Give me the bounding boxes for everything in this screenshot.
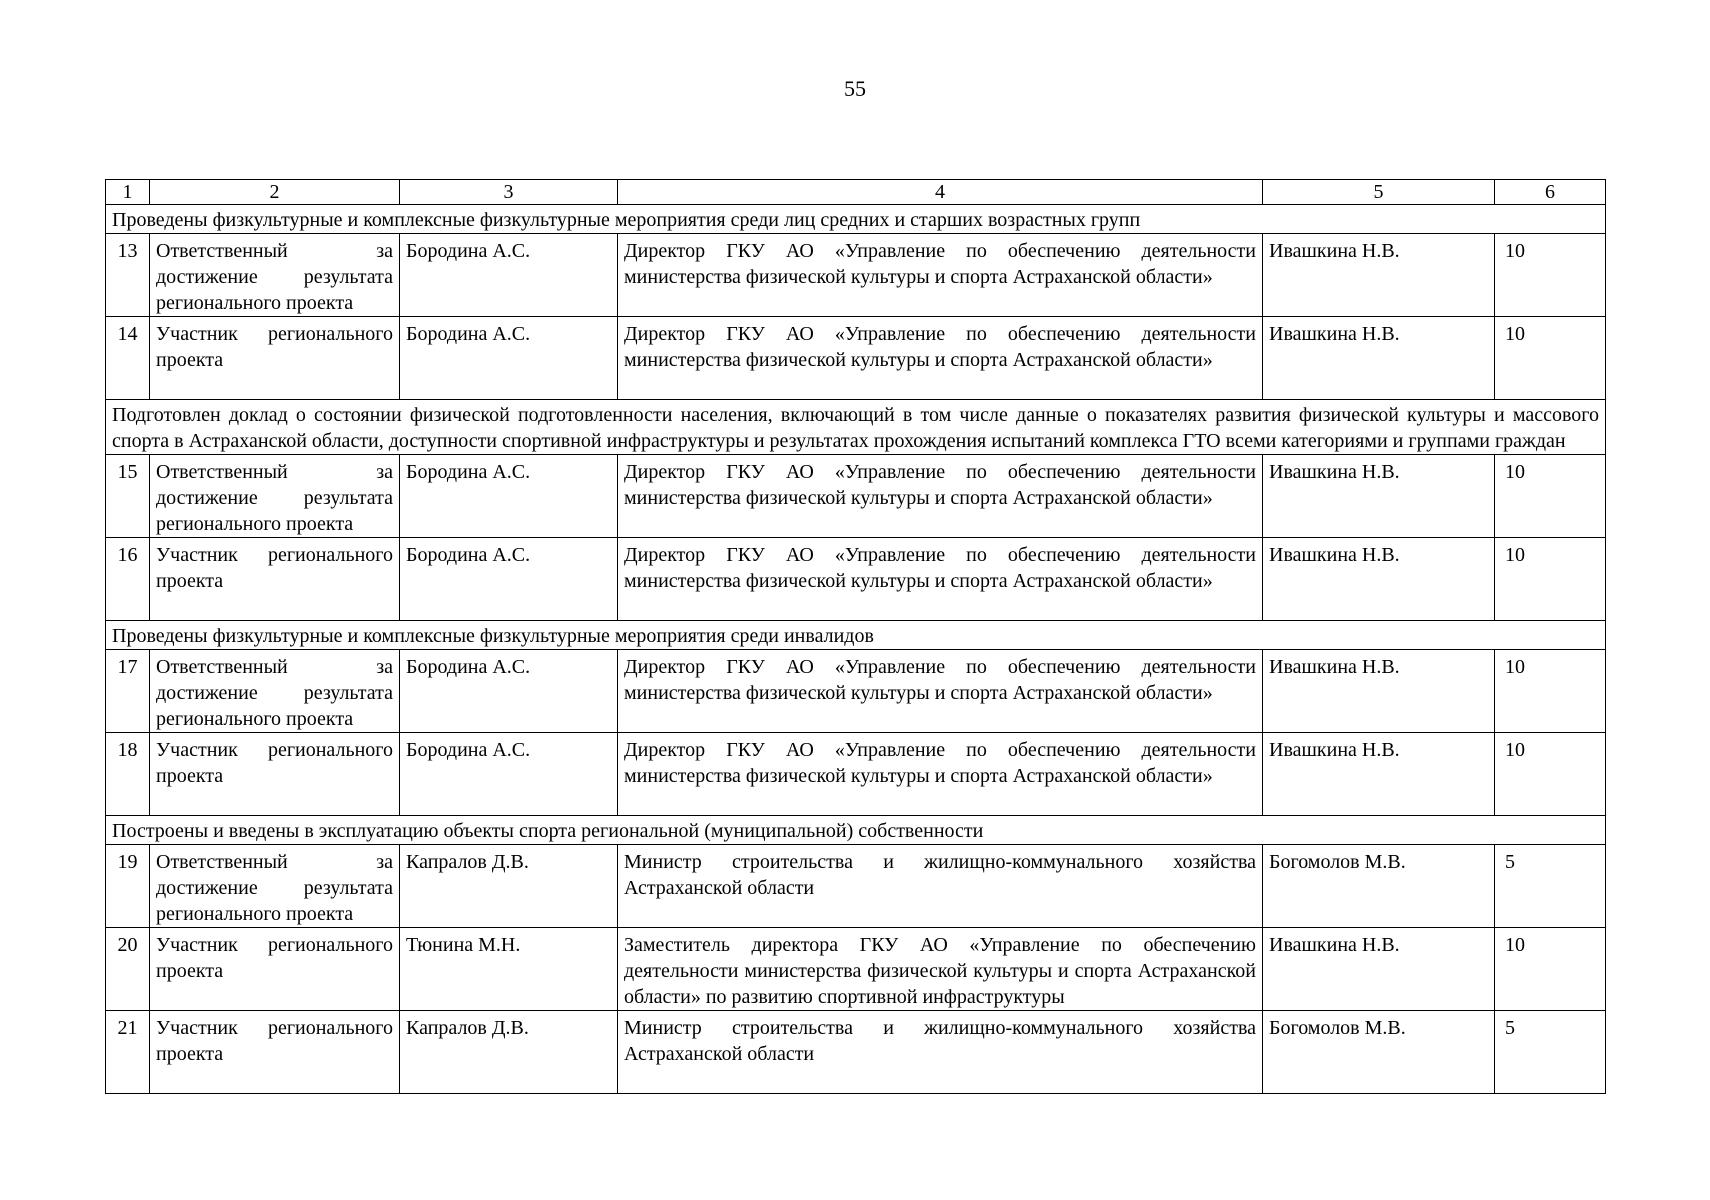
column-number: 1 bbox=[106, 180, 150, 205]
manager-cell: Ивашкина Н.В. bbox=[1263, 928, 1495, 1011]
row-number: 13 bbox=[106, 234, 150, 317]
name-cell: Капралов Д.В. bbox=[400, 1011, 618, 1094]
manager-cell: Богомолов М.В. bbox=[1263, 845, 1495, 928]
table-row bbox=[106, 455, 1606, 538]
page-number: 55 bbox=[844, 76, 866, 101]
column-number: 6 bbox=[1495, 180, 1606, 205]
column-number: 3 bbox=[400, 180, 618, 205]
position-cell: Министр строительства и жилищно-коммунального хозяйства Астраханской области bbox=[618, 845, 1263, 928]
position-cell: Директор ГКУ АО «Управление по обеспечению деятельности министерства физической культуры и спорта Астраханской области» bbox=[618, 234, 1263, 317]
table-row bbox=[106, 650, 1606, 733]
row-number: 16 bbox=[106, 538, 150, 621]
row-number: 18 bbox=[106, 733, 150, 816]
position-cell: Министр строительства и жилищно-коммунального хозяйства Астраханской области bbox=[618, 1011, 1263, 1094]
section-heading: Проведены физкультурные и комплексные физкультурные мероприятия среди лиц средних и старших возрастных групп bbox=[106, 205, 1606, 234]
table-row bbox=[106, 928, 1606, 1011]
role-cell: Ответственный за достижение результата регионального проекта bbox=[150, 650, 400, 733]
share-cell: 10 bbox=[1495, 538, 1606, 621]
role-cell: Ответственный за достижение результата регионального проекта bbox=[150, 455, 400, 538]
row-number: 17 bbox=[106, 650, 150, 733]
table-row bbox=[106, 317, 1606, 400]
participants-table bbox=[105, 179, 1606, 1094]
manager-cell: Богомолов М.В. bbox=[1263, 1011, 1495, 1094]
table-row bbox=[106, 234, 1606, 317]
section-heading-row bbox=[106, 400, 1606, 455]
section-heading: Подготовлен доклад о состоянии физической подготовленности населения, включающий в том числе данные о показателях развития физической культуры и массового спорта в Астраханской области, доступности спортивной инфраструктуры и результатах прохождения испытаний комплекса ГТО всеми категориями и группами граждан bbox=[106, 400, 1606, 455]
name-cell: Бородина А.С. bbox=[400, 733, 618, 816]
section-heading-row bbox=[106, 621, 1606, 650]
name-cell: Тюнина М.Н. bbox=[400, 928, 618, 1011]
position-cell: Директор ГКУ АО «Управление по обеспечению деятельности министерства физической культуры и спорта Астраханской области» bbox=[618, 650, 1263, 733]
share-cell: 10 bbox=[1495, 928, 1606, 1011]
share-cell: 10 bbox=[1495, 733, 1606, 816]
role-cell: Ответственный за достижение результата регионального проекта bbox=[150, 234, 400, 317]
share-cell: 10 bbox=[1495, 455, 1606, 538]
role-cell: Участник регионального проекта bbox=[150, 317, 400, 400]
name-cell: Бородина А.С. bbox=[400, 538, 618, 621]
share-cell: 10 bbox=[1495, 317, 1606, 400]
section-heading: Построены и введены в эксплуатацию объекты спорта региональной (муниципальной) собственности bbox=[106, 816, 1606, 845]
manager-cell: Ивашкина Н.В. bbox=[1263, 317, 1495, 400]
position-cell: Заместитель директора ГКУ АО «Управление по обеспечению деятельности министерства физической культуры и спорта Астраханской области» по развитию спортивной инфраструктуры bbox=[618, 928, 1263, 1011]
role-cell: Ответственный за достижение результата регионального проекта bbox=[150, 845, 400, 928]
column-number: 2 bbox=[150, 180, 400, 205]
role-cell: Участник регионального проекта bbox=[150, 928, 400, 1011]
name-cell: Бородина А.С. bbox=[400, 234, 618, 317]
row-number: 20 bbox=[106, 928, 150, 1011]
column-number: 5 bbox=[1263, 180, 1495, 205]
table-body bbox=[106, 180, 1606, 1094]
table-row bbox=[106, 1011, 1606, 1094]
row-number: 21 bbox=[106, 1011, 150, 1094]
share-cell: 5 bbox=[1495, 845, 1606, 928]
name-cell: Бородина А.С. bbox=[400, 317, 618, 400]
name-cell: Бородина А.С. bbox=[400, 650, 618, 733]
share-cell: 5 bbox=[1495, 1011, 1606, 1094]
share-cell: 10 bbox=[1495, 650, 1606, 733]
table-row bbox=[106, 733, 1606, 816]
manager-cell: Ивашкина Н.В. bbox=[1263, 455, 1495, 538]
position-cell: Директор ГКУ АО «Управление по обеспечению деятельности министерства физической культуры и спорта Астраханской области» bbox=[618, 317, 1263, 400]
manager-cell: Ивашкина Н.В. bbox=[1263, 234, 1495, 317]
row-number: 19 bbox=[106, 845, 150, 928]
role-cell: Участник регионального проекта bbox=[150, 538, 400, 621]
position-cell: Директор ГКУ АО «Управление по обеспечению деятельности министерства физической культуры и спорта Астраханской области» bbox=[618, 733, 1263, 816]
role-cell: Участник регионального проекта bbox=[150, 733, 400, 816]
name-cell: Бородина А.С. bbox=[400, 455, 618, 538]
name-cell: Капралов Д.В. bbox=[400, 845, 618, 928]
table-row bbox=[106, 845, 1606, 928]
manager-cell: Ивашкина Н.В. bbox=[1263, 733, 1495, 816]
position-cell: Директор ГКУ АО «Управление по обеспечению деятельности министерства физической культуры и спорта Астраханской области» bbox=[618, 455, 1263, 538]
manager-cell: Ивашкина Н.В. bbox=[1263, 538, 1495, 621]
row-number: 15 bbox=[106, 455, 150, 538]
row-number: 14 bbox=[106, 317, 150, 400]
section-heading-row bbox=[106, 205, 1606, 234]
share-cell: 10 bbox=[1495, 234, 1606, 317]
position-cell: Директор ГКУ АО «Управление по обеспечению деятельности министерства физической культуры и спорта Астраханской области» bbox=[618, 538, 1263, 621]
role-cell: Участник регионального проекта bbox=[150, 1011, 400, 1094]
manager-cell: Ивашкина Н.В. bbox=[1263, 650, 1495, 733]
column-number-row bbox=[106, 180, 1606, 205]
table-row bbox=[106, 538, 1606, 621]
section-heading: Проведены физкультурные и комплексные физкультурные мероприятия среди инвалидов bbox=[106, 621, 1606, 650]
section-heading-row bbox=[106, 816, 1606, 845]
column-number: 4 bbox=[618, 180, 1263, 205]
